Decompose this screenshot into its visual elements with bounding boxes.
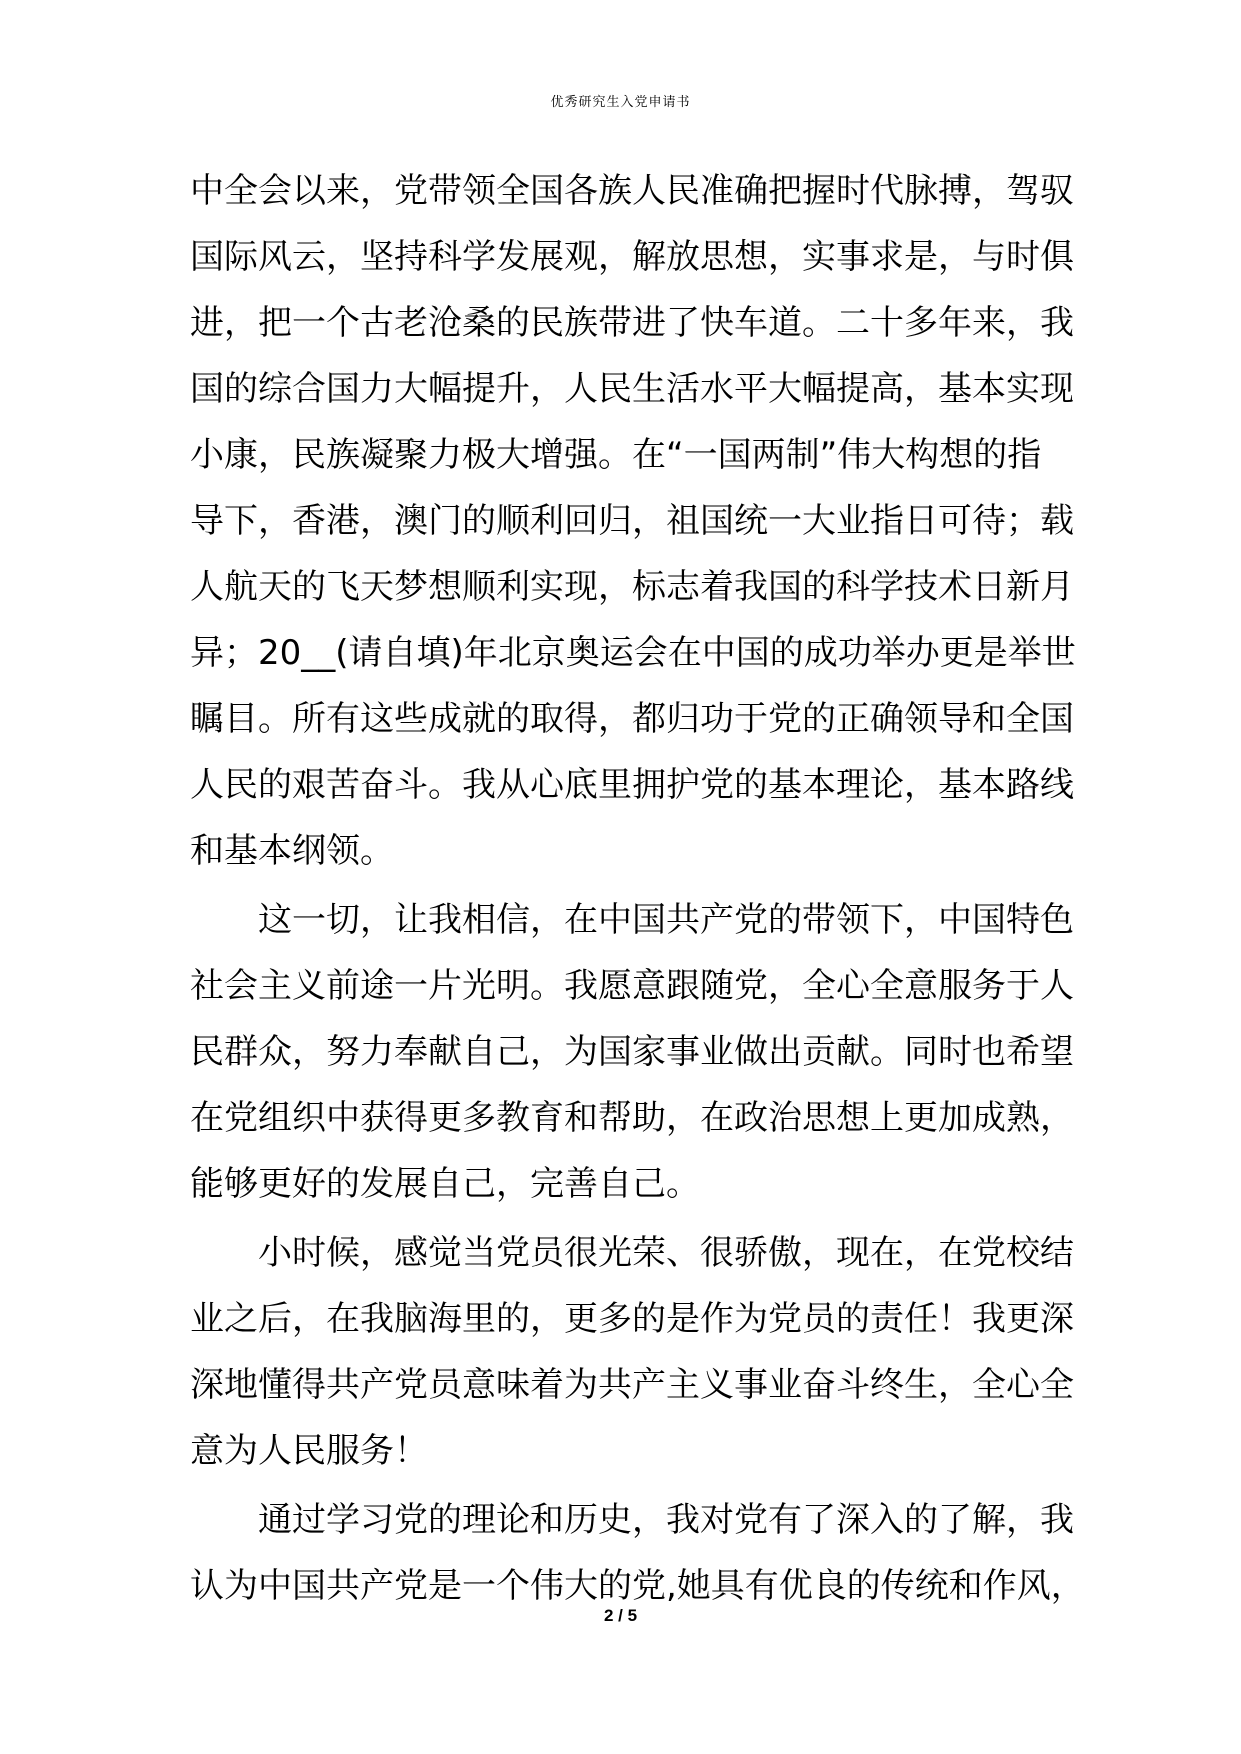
text-line: 国的综合国力大幅提升，人民生活水平大幅提高，基本实现 <box>190 369 1074 409</box>
text-line: 异；20__(请自填)年北京奥运会在中国的成功举办更是举世 <box>190 633 1076 673</box>
text-line: 中全会以来，党带领全国各族人民准确把握时代脉搏，驾驭 <box>190 171 1074 211</box>
page-number: 2 / 5 <box>603 1606 638 1625</box>
paragraph-first-line: 小时候，感觉当党员很光荣、很骄傲，现在，在党校结 <box>258 1233 1074 1273</box>
text-line: 意为人民服务！ <box>190 1431 428 1471</box>
text-line: 小康，民族凝聚力极大增强。在“一国两制”伟大构想的指 <box>190 435 1042 475</box>
text-line: 人民的艰苦奋斗。我从心底里拥护党的基本理论，基本路线 <box>190 765 1074 805</box>
text-line: 和基本纲领。 <box>190 831 394 871</box>
text-line: 人航天的飞天梦想顺利实现，标志着我国的科学技术日新月 <box>190 567 1074 607</box>
paragraph-first-line: 这一切，让我相信，在中国共产党的带领下，中国特色 <box>258 900 1074 940</box>
text-line: 社会主义前途一片光明。我愿意跟随党，全心全意服务于人 <box>190 966 1074 1006</box>
text-line: 民群众，努力奉献自己，为国家事业做出贡献。同时也希望 <box>190 1032 1074 1072</box>
text-line: 认为中国共产党是一个伟大的党,她具有优良的传统和作风， <box>190 1566 1085 1606</box>
text-line: 进，把一个古老沧桑的民族带进了快车道。二十多年来，我 <box>190 303 1074 343</box>
paragraph-first-line: 通过学习党的理论和历史，我对党有了深入的了解，我 <box>258 1500 1074 1540</box>
page-header-title: 优秀研究生入党申请书 <box>550 95 691 110</box>
text-line: 导下，香港，澳门的顺利回归，祖国统一大业指日可待；载 <box>190 501 1074 541</box>
text-line: 在党组织中获得更多教育和帮助，在政治思想上更加成熟， <box>190 1098 1074 1138</box>
text-line: 瞩目。所有这些成就的取得，都归功于党的正确领导和全国 <box>190 699 1074 739</box>
document-body <box>190 158 1085 1619</box>
text-line: 业之后，在我脑海里的，更多的是作为党员的责任！我更深 <box>190 1299 1074 1339</box>
text-line: 深地懂得共产党员意味着为共产主义事业奋斗终生，全心全 <box>190 1365 1074 1405</box>
text-line: 能够更好的发展自己，完善自己。 <box>190 1164 700 1204</box>
text-line: 国际风云，坚持科学发展观，解放思想，实事求是，与时俱 <box>190 237 1074 277</box>
